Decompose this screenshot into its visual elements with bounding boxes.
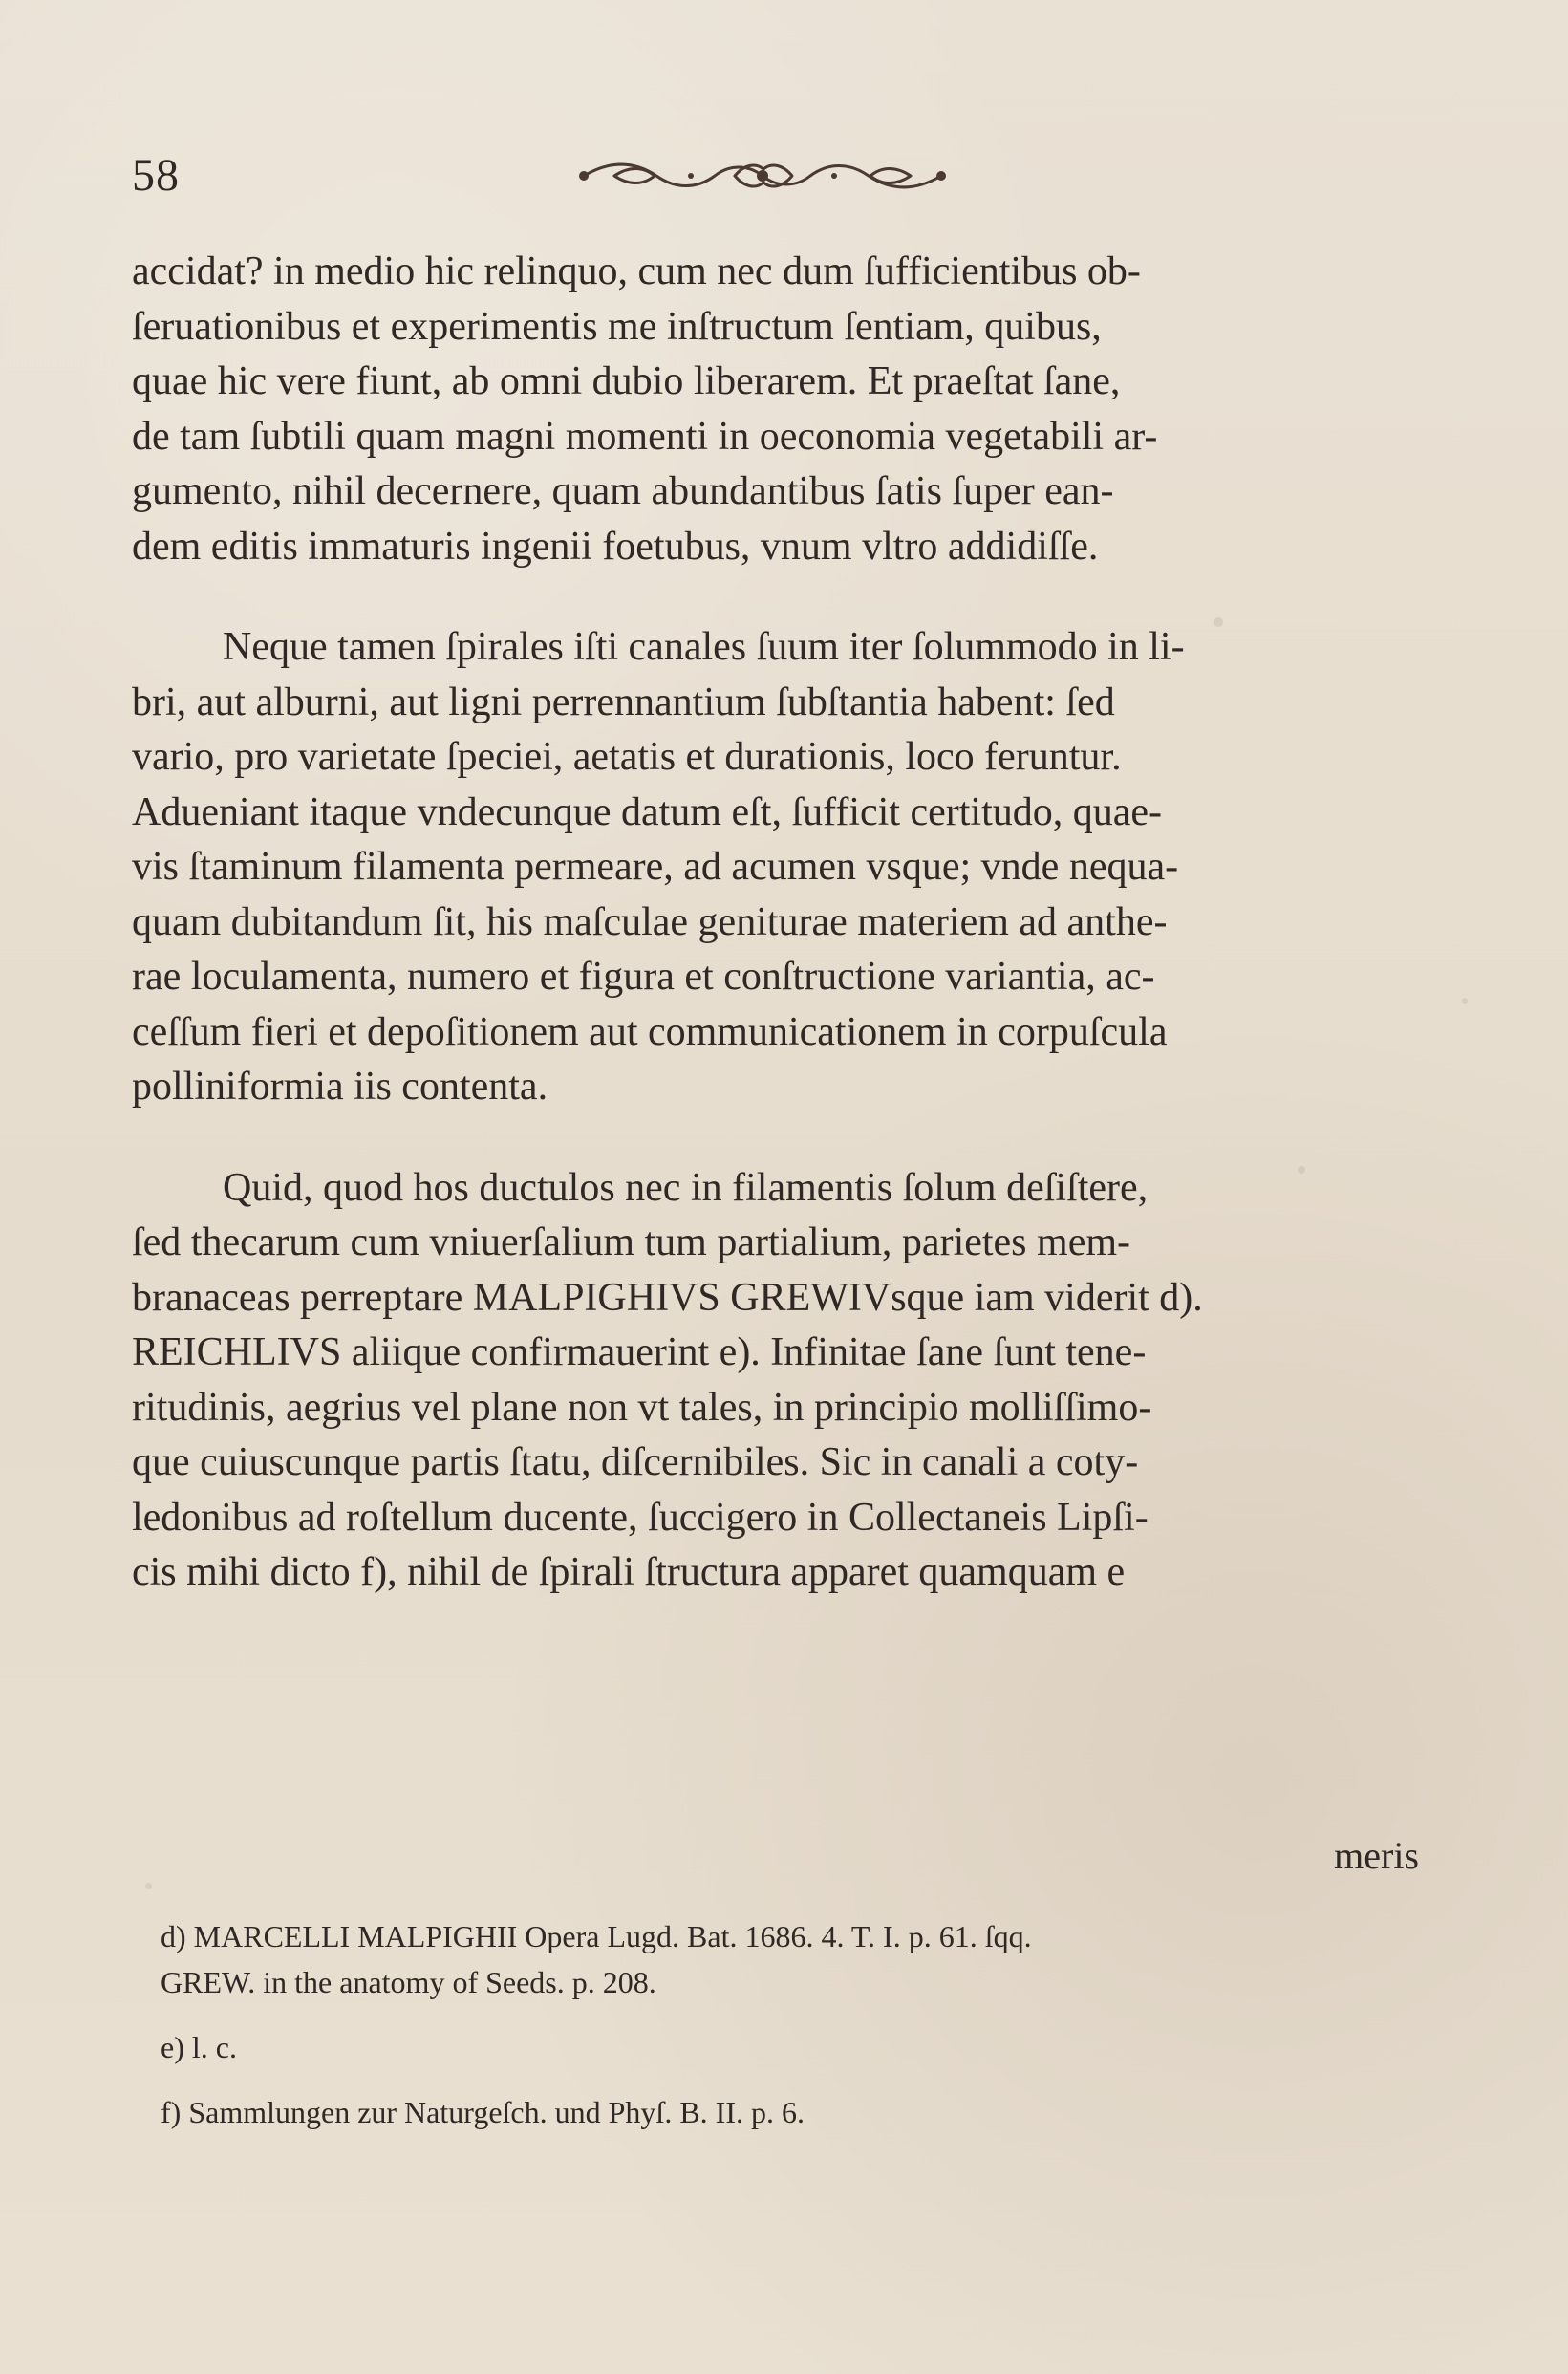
footnote-d: d) MARCELLI MALPIGHII Opera Lugd. Bat. 1686. 4. T. I. p. 61. ſqq. GREW. in the anatomy of Seeds. p. 208. <box>161 1919 1032 1999</box>
paragraph-2: Neque tamen ſpirales iſti canales ſuum iter ſolummodo in li- bri, aut alburni, aut ligni perrennantium ſubſtantia habent: ſed vario, pro varietate ſpeciei, aetatis et durationis, loco feruntur. Adueniant itaque vndecunque datum eſt, ſufficit certitudo, quae- vis ſtaminum filamenta permeare, ad acumen vsque; vnde nequa- quam dubitandum ſit, his maſculae geniturae materiem ad anthe- rae loculamenta, numero et figura et conſtructione variantia, ac- ceſſum fieri et depoſitionem aut communicationem in corpuſcula polliniformia iis contenta. <box>132 625 1185 1109</box>
paper-speck <box>145 1883 152 1889</box>
footnote-f: f) Sammlungen zur Naturgeſch. und Phyſ. B. II. p. 6. <box>161 2095 805 2129</box>
main-text <box>132 245 1433 1869</box>
page-header <box>132 143 1431 212</box>
footnote-e: e) l. c. <box>161 2030 237 2064</box>
page-number: 58 <box>132 150 180 201</box>
footnotes <box>161 1913 1422 2135</box>
paper-speck <box>1462 998 1468 1004</box>
paragraph-1: accidat? in medio hic relinquo, cum nec dum ſufficientibus ob- ſeruationibus et experimentis me inſtructum ſentiam, quibus, quae hic vere fiunt, ab omni dubio liberarem. Et praeſtat ſane, de tam ſubtili quam magni momenti in oeconomia vegetabili ar- gumento, nihil decernere, quam abundantibus ſatis ſuper ean- dem editis immaturis ingenii foetubus, vnum vltro addidiſſe. <box>132 249 1158 569</box>
paragraph-3: Quid, quod hos ductulos nec in filamentis ſolum deſiſtere, ſed thecarum cum vniuerſalium tum partialium, parietes mem- branaceas perreptare MALPIGHIVS GREWIVsque iam viderit d). REICHLIVS aliique confirmauerint e). Infinitae ſane ſunt tene- ritudinis, aegrius vel plane non vt tales, in principio molliſſimo- que cuiuscunque partis ſtatu, diſcernibiles. Sic in canali a coty- ledonibus ad roſtellum ducente, ſuccigero in Collectaneis Lipſi- cis mihi dicto f), nihil de ſpirali ſtructura apparet quamquam e <box>132 1165 1203 1594</box>
catchword: meris <box>1334 1834 1419 1877</box>
decorative-ornament <box>576 153 949 199</box>
